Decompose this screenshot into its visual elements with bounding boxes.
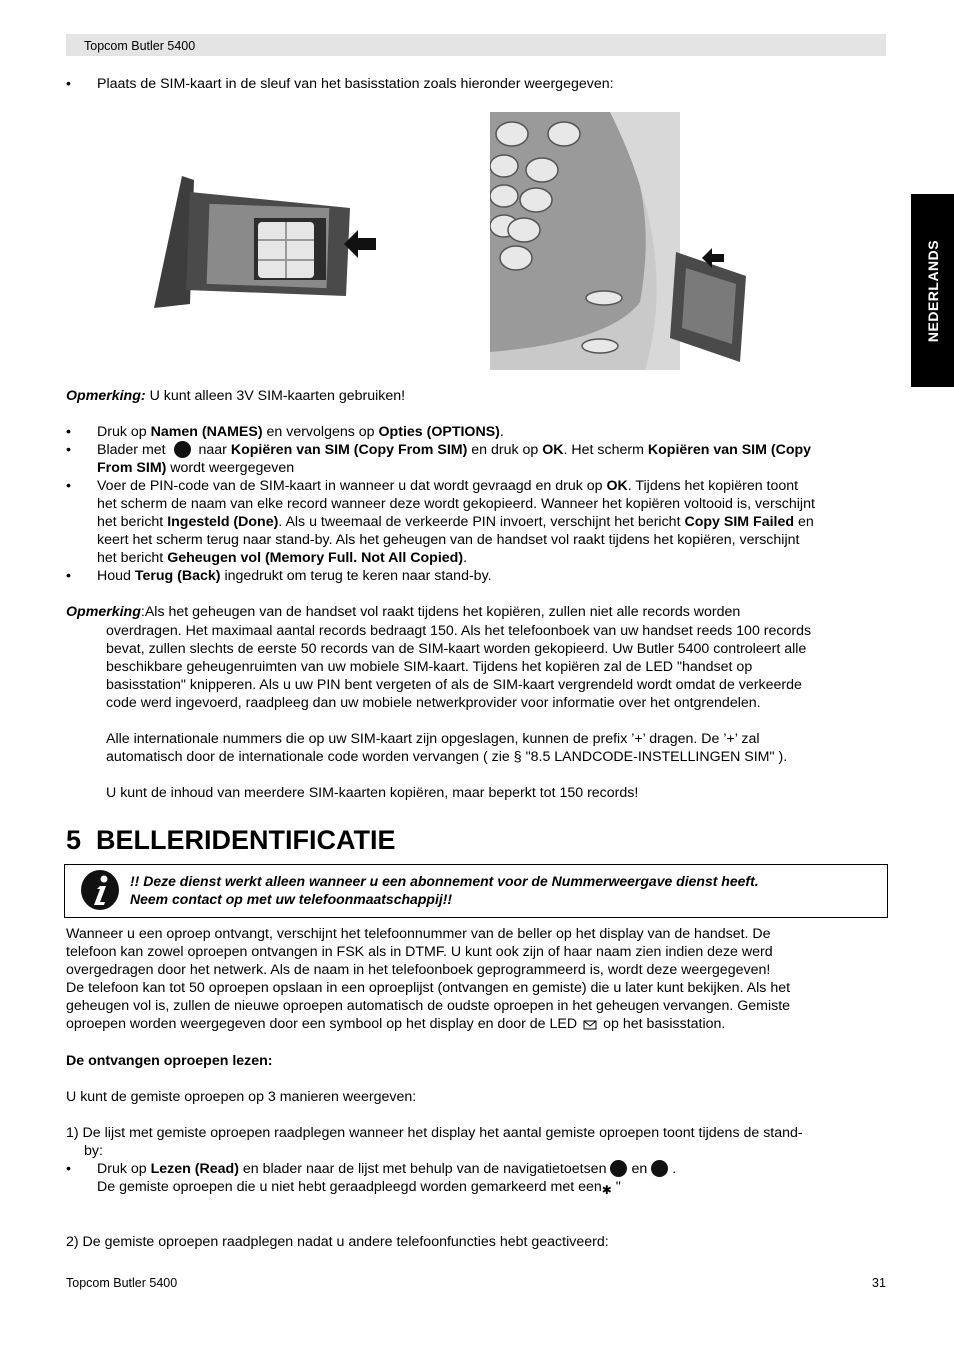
info-line2: Neem contact op met uw telefoonmaatschappij!! — [130, 891, 453, 907]
navigation-down-key-icon — [651, 1160, 668, 1177]
step-copy-from-sim-cont: From SIM) wordt weergegeven — [97, 460, 295, 476]
header-title: Topcom Butler 5400 — [84, 39, 196, 53]
note-memory-line2: overdragen. Het maximaal aantal records bedraagt 150. Als het telefoonboek van uw handset reeds 100 records — [106, 623, 812, 639]
subheading-read-calls: De ontvangen oproepen lezen: — [66, 1053, 273, 1069]
note-memory-line5: basisstation" knipperen. Als u uw PIN bent vergeten of als de SIM-kaart vergrendeld wordt omdat de verkeerde — [106, 677, 802, 693]
body-line5: geheugen vol is, zullen de nieuwe oproepen automatisch de oudste oproepen in het geheugen vervangen. Gemiste — [66, 998, 791, 1014]
body-line3: overgedragen door het netwerk. Als de naam in het telefoonboek geprogrammeerd is, wordt deze weergegeven! — [66, 962, 771, 978]
item2-text: 2) De gemiste oproepen raadplegen nadat u andere telefoonfuncties hebt geactiveerd: — [66, 1234, 609, 1250]
sim-slot-card-icon — [670, 252, 746, 362]
step-names-options: Druk op Namen (NAMES) en vervolgens op Opties (OPTIONS). — [97, 424, 504, 440]
info-icon — [80, 869, 120, 911]
language-tab-label: NEDERLANDS — [924, 239, 941, 342]
step-pin-line5: het bericht Geheugen vol (Memory Full. Not All Copied). — [97, 550, 468, 566]
note-prefix-line1: Alle internationale nummers die op uw SIM-kaart zijn opgeslagen, kunnen de prefix ’+’ dragen. De ’+’ zal — [106, 731, 760, 747]
bullet-marker: • — [66, 568, 71, 584]
sim-tray-illustration — [150, 172, 380, 312]
navigation-up-key-icon — [610, 1160, 627, 1177]
bullet-marker: • — [66, 424, 71, 440]
language-tab — [911, 194, 954, 387]
note-memory-line4: beschikbare geheugenruimten van uw mobiele SIM-kaart. Tijdens het kopiëren zal de LED "handset op — [106, 659, 753, 675]
item1-line1: 1) De lijst met gemiste oproepen raadplegen wanneer het display het aantal gemiste oproepen toont tijdens de stand- — [66, 1125, 803, 1141]
bullet-marker: • — [66, 76, 71, 92]
footer-title: Topcom Butler 5400 — [66, 1276, 178, 1290]
note-memory-line3: bevat, zullen slechts de eerste 50 records van de SIM-kaart worden gekopieerd. Uw Butler 5400 controleert alle — [106, 641, 807, 657]
step-read: Druk op Lezen (Read) en blader naar de lijst met behulp van de navigatietoetsen en . — [97, 1161, 677, 1177]
step-read-mark: De gemiste oproepen die u niet hebt geraadpleegd worden gemarkeerd met een✱ " — [97, 1179, 621, 1197]
step-pin-line4: keert het scherm terug naar stand-by. Als het geheugen van de handset vol raakt tijdens het kopiëren, verschijnt — [97, 532, 800, 548]
ways-text: U kunt de gemiste oproepen op 3 manieren weergeven: — [66, 1089, 417, 1105]
base-station-illustration — [490, 112, 752, 370]
sim-chip-icon — [258, 222, 314, 278]
body-line6: oproepen worden weergegeven door een symbool op het display en door de LED op het basisstation. — [66, 1016, 726, 1032]
section-heading: 5 BELLERIDENTIFICATIE — [66, 825, 396, 855]
bullet-marker: • — [66, 442, 71, 458]
step-back: Houd Terug (Back) ingedrukt om terug te keren naar stand-by. — [97, 568, 492, 584]
step-pin-line3: het bericht Ingesteld (Done). Als u tweemaal de verkeerde PIN invoert, verschijnt het bericht Copy SIM Failed en — [97, 514, 814, 530]
item1-line2: by: — [84, 1143, 103, 1159]
body-line1: Wanneer u een oproep ontvangt, verschijnt het telefoonnummer van de beller op het display van de handset. De — [66, 926, 771, 942]
step-pin-line1: Voer de PIN-code van de SIM-kaart in wanneer u dat wordt gevraagd en druk op OK. Tijdens het kopiëren toont — [97, 478, 799, 494]
step-pin-line2: het scherm de naam van elke record wanneer deze wordt gekopieerd. Wanneer het kopiëren voltooid is, verschijnt — [97, 496, 815, 512]
info-line1: !! Deze dienst werkt alleen wanneer u een abonnement voor de Nummerweergave dienst heeft. — [130, 873, 759, 889]
navigation-key-icon — [174, 441, 191, 458]
bullet-marker: • — [66, 1161, 71, 1177]
page-number: 31 — [872, 1276, 886, 1290]
note-prefix-line2: automatisch door de internationale code worden vervangen ( zie § "8.5 LANDCODE-INSTELLINGEN SIM" ). — [106, 749, 788, 765]
note-sim-voltage: Opmerking: U kunt alleen 3V SIM-kaarten gebruiken! — [66, 388, 406, 404]
intro-text: Plaats de SIM-kaart in de sleuf van het basisstation zoals hieronder weergegeven: — [97, 76, 614, 92]
body-line2: telefoon kan zowel oproepen ontvangen in FSK als in DTMF. U kunt ook zijn of haar naam zien indien deze werd — [66, 944, 773, 960]
body-line4: De telefoon kan tot 50 oproepen opslaan in een oproeplijst (ontvangen en gemiste) die u later kunt bekijken. Als het — [66, 980, 791, 996]
note-memory-line1: Opmerking:Als het geheugen van de handset vol raakt tijdens het kopiëren, zullen niet alle records worden — [66, 604, 741, 620]
star-icon: ✱ — [601, 1183, 612, 1197]
bullet-marker: • — [66, 478, 71, 494]
note-memory-line6: code werd ingevoerd, raadpleeg dan uw mobiele netwerkprovider voor informatie over het ontgrendelen. — [106, 695, 761, 711]
envelope-led-icon — [583, 1019, 597, 1031]
step-copy-from-sim: Blader met naar Kopiëren van SIM (Copy From SIM) en druk op OK. Het scherm Kopiëren van SIM (Copy — [97, 442, 812, 458]
note-multiple-sim: U kunt de inhoud van meerdere SIM-kaarten kopiëren, maar beperkt tot 150 records! — [106, 785, 639, 801]
